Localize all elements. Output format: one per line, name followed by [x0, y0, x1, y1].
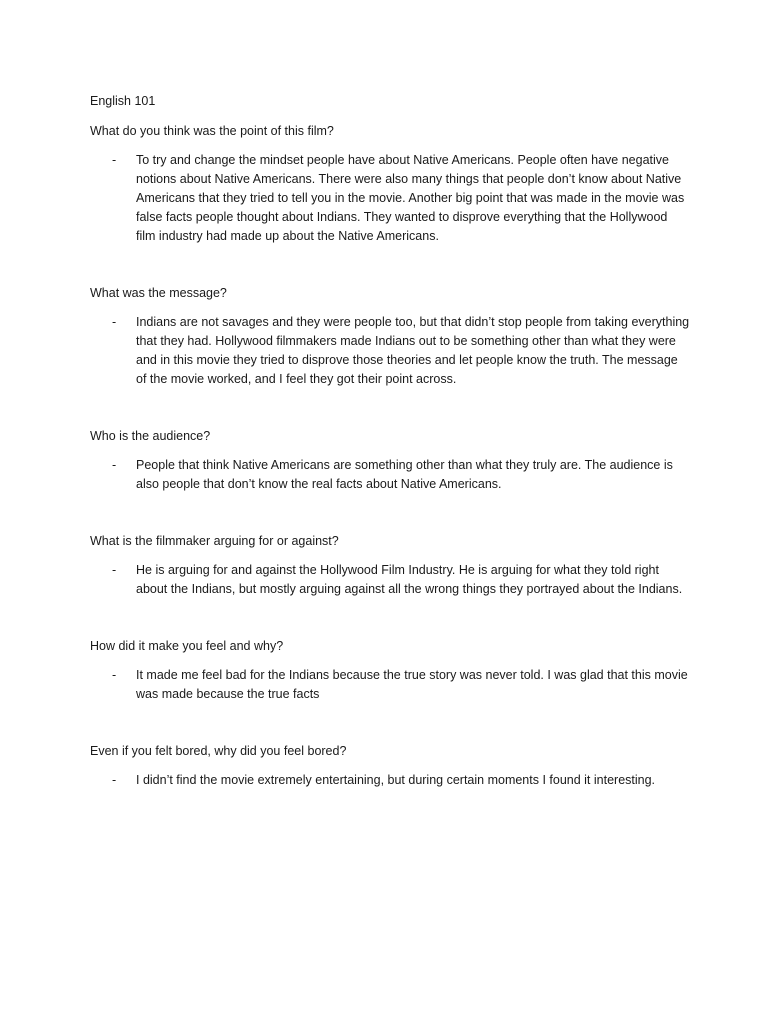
qa-section-4: [90, 532, 690, 599]
question-text: Who is the audience?: [90, 429, 211, 443]
section-spacer: [90, 246, 690, 284]
answer-item: [90, 151, 690, 246]
qa-section-5: [90, 637, 690, 704]
bullet-dash: -: [112, 668, 117, 682]
answer-text: People that think Native Americans are something other than what they truly are. The audience is also people that don’t know the real facts about Native Americans.: [136, 458, 673, 491]
answer-text: Indians are not savages and they were people too, but that didn’t stop people from taking everything that they had. Hollywood filmmakers made Indians out to be something other than what they were and in this movie they tried to disprove those theories and let people know the truth. The message of the movie worked, and I feel they got their point across.: [136, 315, 690, 386]
answer-item: [90, 313, 690, 389]
question-text: What is the filmmaker arguing for or against?: [90, 534, 339, 548]
section-spacer: [90, 704, 690, 742]
bullet-dash: -: [112, 563, 117, 577]
bullet-dash: -: [112, 458, 117, 472]
bullet-dash: -: [112, 153, 117, 167]
question-text: What do you think was the point of this film?: [90, 124, 334, 138]
answer-text: I didn’t find the movie extremely entertaining, but during certain moments I found it interesting.: [136, 773, 656, 787]
question-text: How did it make you feel and why?: [90, 639, 284, 653]
answer-item: [90, 561, 690, 599]
answer-item: [90, 456, 690, 494]
section-spacer: [90, 599, 690, 637]
answer-item: [90, 666, 690, 704]
qa-section-2: [90, 284, 690, 389]
section-spacer: [90, 389, 690, 427]
answer-text: It made me feel bad for the Indians because the true story was never told. I was glad that this movie was made because the true facts: [136, 668, 688, 701]
qa-section-6: [90, 742, 690, 790]
course-title: English 101: [90, 94, 156, 108]
bullet-dash: -: [112, 773, 117, 787]
question-text: Even if you felt bored, why did you feel bored?: [90, 744, 347, 758]
question-text: What was the message?: [90, 286, 227, 300]
answer-text: To try and change the mindset people have about Native Americans. People often have negative notions about Native Americans. There were also many things that people don’t know about Native Americans that they tried to tell you in the movie. Another big point that was made in the movie was false facts people thought about Indians. They wanted to disprove everything that the Hollywood film industry had made up about the Native Americans.: [136, 153, 685, 243]
qa-section-3: [90, 427, 690, 494]
bullet-dash: -: [112, 315, 117, 329]
qa-section-1: [90, 122, 690, 246]
document-page: [90, 92, 690, 790]
answer-item: [90, 771, 690, 790]
answer-text: He is arguing for and against the Hollywood Film Industry. He is arguing for what they told right about the Indians, but mostly arguing against all the wrong things they portrayed about the Indians.: [136, 563, 683, 596]
section-spacer: [90, 494, 690, 532]
